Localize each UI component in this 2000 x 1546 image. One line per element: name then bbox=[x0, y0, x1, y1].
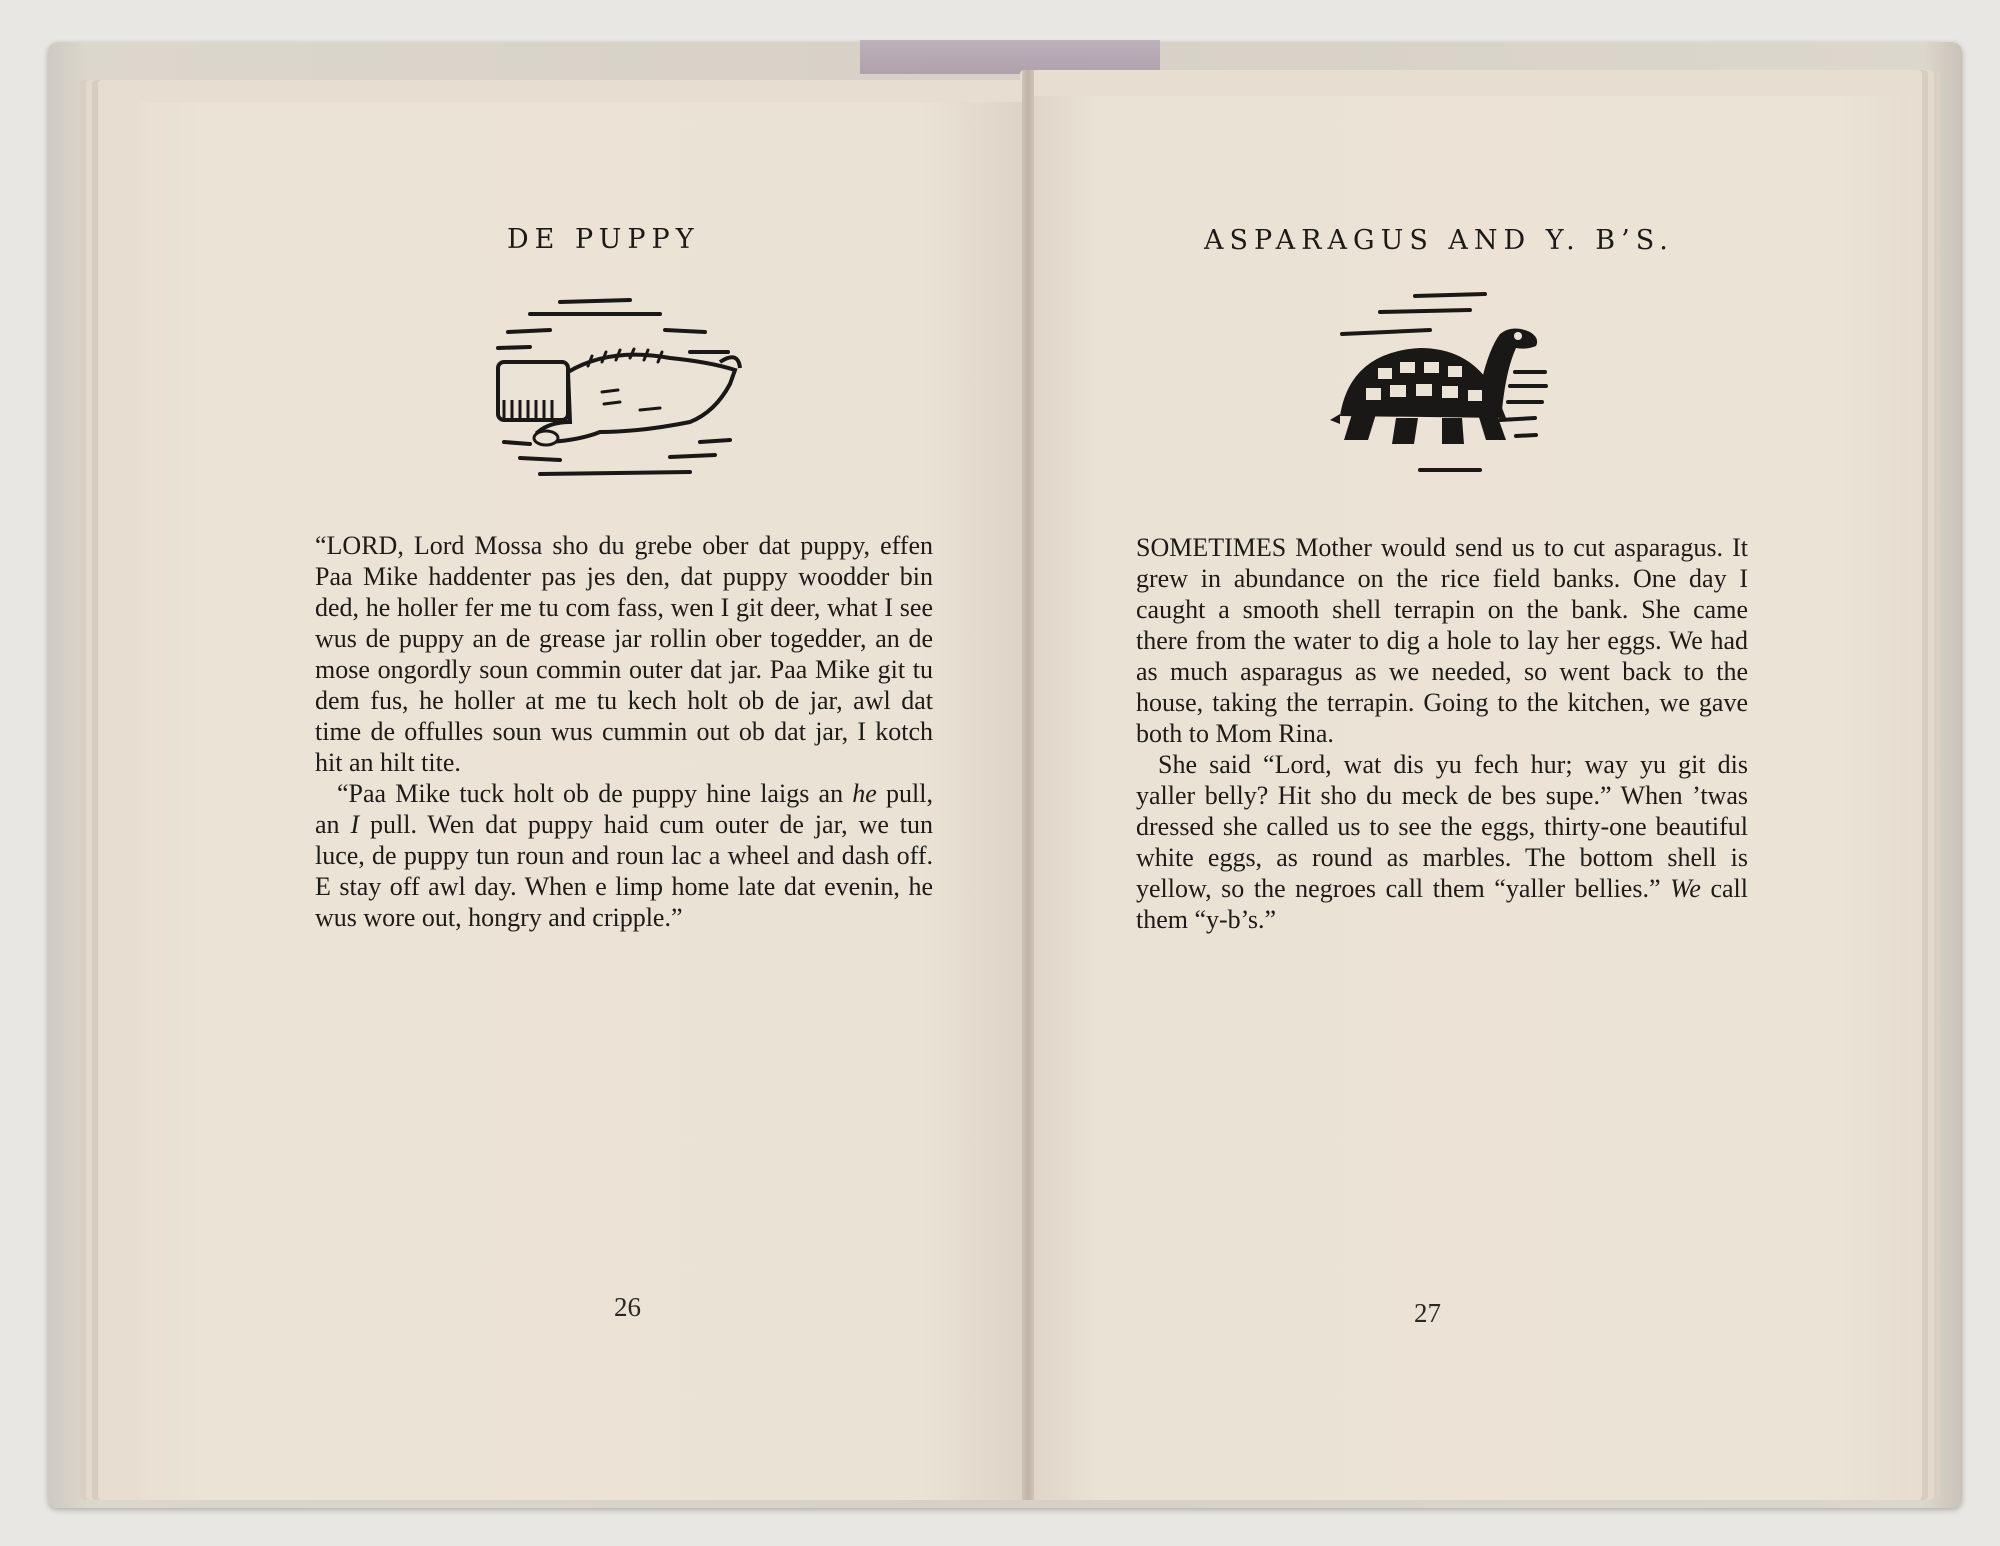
text-run: call them “y-b’s.” bbox=[1136, 874, 1748, 934]
italic-run: he bbox=[852, 779, 877, 808]
italic-run: I bbox=[350, 810, 360, 839]
text-run: pull, an bbox=[315, 779, 933, 839]
right-paragraph-2 bbox=[1136, 749, 1748, 935]
left-body-text bbox=[315, 530, 933, 933]
text-run: pull. Wen dat puppy haid cum outer de jar, we tun luce, de puppy tun roun and roun lac a wheel and dash off. E stay off awl day. When e limp home late dat evenin, he wus wore out, hongry and cripple.” bbox=[315, 810, 933, 932]
right-page-number: 27 bbox=[1414, 1298, 1441, 1328]
spine-cloth bbox=[860, 40, 1160, 74]
puppy-in-grease-jar-icon bbox=[490, 292, 750, 482]
terrapin-turtle-icon bbox=[1330, 290, 1580, 480]
right-body-text bbox=[1136, 532, 1748, 935]
right-paragraph-1 bbox=[1136, 532, 1748, 749]
left-paragraph-1 bbox=[315, 530, 933, 778]
text-run: “LORD, Lord Mossa sho du grebe ober dat puppy, effen Paa Mike haddenter pas jes den, dat puppy woodder bin ded, he holler fer me tu com fass, wen I git deer, what I see wus de puppy an de grease jar rollin ober togedder, an de mose ongordly soun commin outer dat jar. Paa Mike git tu dem fus, he holler at me tu kech holt ob de jar, awl dat time de offulles soun wus cummin out ob dat jar, I kotch hit an hilt tite. bbox=[315, 531, 933, 777]
right-running-head: ASPARAGUS AND Y. B’S. bbox=[1204, 225, 1674, 256]
italic-run: We bbox=[1670, 874, 1701, 903]
text-run: “Paa Mike tuck holt ob de puppy hine laigs an bbox=[337, 779, 853, 808]
left-page-number: 26 bbox=[614, 1292, 641, 1322]
left-running-head: DE PUPPY bbox=[507, 224, 700, 255]
left-paragraph-2 bbox=[315, 778, 933, 933]
text-run: She said “Lord, wat dis yu fech hur; way yu git dis yaller belly? Hit sho du meck de bes supe.” When ’twas dressed she called us to see the eggs, thirty-one beautiful white eggs, as round as marbles. The bottom shell is yellow, so the negroes call them “yaller bellies.” bbox=[1136, 750, 1748, 903]
book-gutter bbox=[1022, 70, 1034, 1500]
text-run: SOMETIMES Mother would send us to cut asparagus. It grew in abundance on the rice field banks. One day I caught a smooth shell terrapin on the bank. She came there from the water to dig a hole to lay her eggs. We had as much asparagus as we needed, so went back to the house, taking the terrapin. Going to the kitchen, we gave both to Mom Rina. bbox=[1136, 533, 1748, 748]
